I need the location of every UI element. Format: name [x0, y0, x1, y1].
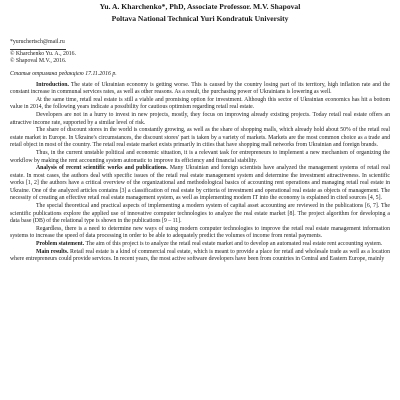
- paragraph-text: Retail real estate is a kind of commercial real estate, which is meant to provide a place for retail and wholesale trade as well as a location where entrepreneurs could provide services. In recent years, the most active software developers have been from countries in Central and Eastern Europe, mainly: [10, 248, 390, 263]
- paragraph: [10, 226, 390, 241]
- paragraph-text: At the same time, retail real estate is still a viable and promising option for investment. Although this sector of Ukrainian economics has hit a bottom value in 2014, the following years indicate a possibility for cautious optimism regarding retail real estate.: [10, 96, 390, 111]
- paragraph: [10, 97, 390, 112]
- section-heading: Analysis of recent scientific works and publications.: [36, 165, 168, 172]
- paragraph: [10, 165, 390, 203]
- paragraph-text: Thus, in the current unstable political and economic situation, it is a relevant task for entrepreneurs to implement a new mechanism of organizing the workflow by making the rent accounting system automatic to improve its efficiency and financial stability.: [10, 149, 390, 164]
- paragraph-text: Regardless, there is a need to determine new ways of using modern computer technologies to improve the retail real estate management information systems to increase the speed of data processing in order to be able to adequately predict the volumes of income from rental payments.: [10, 225, 390, 240]
- paragraph-text: Many Ukrainian and foreign scientists have analyzed the management systems of retail real estate. In most cases, the authors deal with specific issues of the retail real estate management system and determine the investment attractiveness. In scientific works [1, 2] the authors have a critical overview of the organizational and methodological basics of accounting rent operations and managing retail real estate in Ukraine. One of the analyzed articles contains [3] a classification of real estate by criteria of investment and operational real estate as objects of management. The necessity of creating an effective retail real estate management system, as well as implementing modern IT into the economy is explained in cited sources [4, 5].: [10, 165, 390, 202]
- paragraph: [10, 203, 390, 226]
- section-heading: Main results.: [36, 248, 69, 255]
- paragraph: [10, 249, 390, 264]
- paragraph-text: The aim of this project is to analyze the retail real estate market and to develop an automated real estate rent accounting system.: [84, 241, 383, 248]
- received-date: Статья отримана редакцією 17.11.2016 р.: [10, 70, 117, 77]
- affiliation-line: Poltava National Technical Yuri Kondratuk University: [111, 13, 289, 23]
- paragraph: [10, 112, 390, 127]
- paragraph-text: The share of discount stores in the world is constantly growing, as well as the share of shopping malls, which already hold about 50% of the retail real estate market in Europe. In Ukraine's circumstances, the discount stores' part is taken by a variety of markets. Markets are the most common choice as a trade and retail object in most of the country. The retail real estate market exists primarily in cities that have shopping mall networks from Ukrainian and foreign brands.: [10, 127, 390, 149]
- section-heading: Problem statement.: [36, 241, 85, 248]
- section-heading: Introduction.: [36, 81, 69, 88]
- copyright-line-2: © Shapoval M.V., 2016.: [10, 58, 67, 65]
- paragraph: [10, 82, 390, 97]
- paragraph-text: The state of Ukrainian economy is getting worse. This is caused by the country losing part of its territory, high inflation rate and the constant increase in communal services rates, as well as other reasons. As a result, the purchasing power of Ukrainians is lowering as well.: [10, 81, 390, 96]
- paragraph-text: Developers are not in a hurry to invest in new projects, mostly, they focus on improving already existing projects. Today retail real estate offers an attractive income rate, supported by a similar level of risk.: [10, 111, 390, 126]
- copyright-line-1: © Kharchenko Yu. A., 2016.: [10, 50, 77, 57]
- footnote-divider: [10, 49, 66, 50]
- paragraph: [10, 127, 390, 150]
- paragraph-text: The special theoretical and practical aspects of implementing a modern system of capital asset accounting are reviewed in the publications [6, 7]. The scientific publications explore the applied use of innovative computer technologies to analyze the real estate market [8]. The project algorithm for developing a data base (DB) of the relational type is shown in the publications [9 – 11].: [10, 203, 390, 225]
- author-email: *yuruchertsch@mail.ru: [10, 39, 65, 46]
- article-body: [10, 82, 390, 264]
- authors-line: Yu. A. Kharchenko*, PhD, Associate Professor. M.V. Shapoval: [99, 2, 301, 11]
- paragraph: [10, 241, 390, 249]
- paragraph: [10, 150, 390, 165]
